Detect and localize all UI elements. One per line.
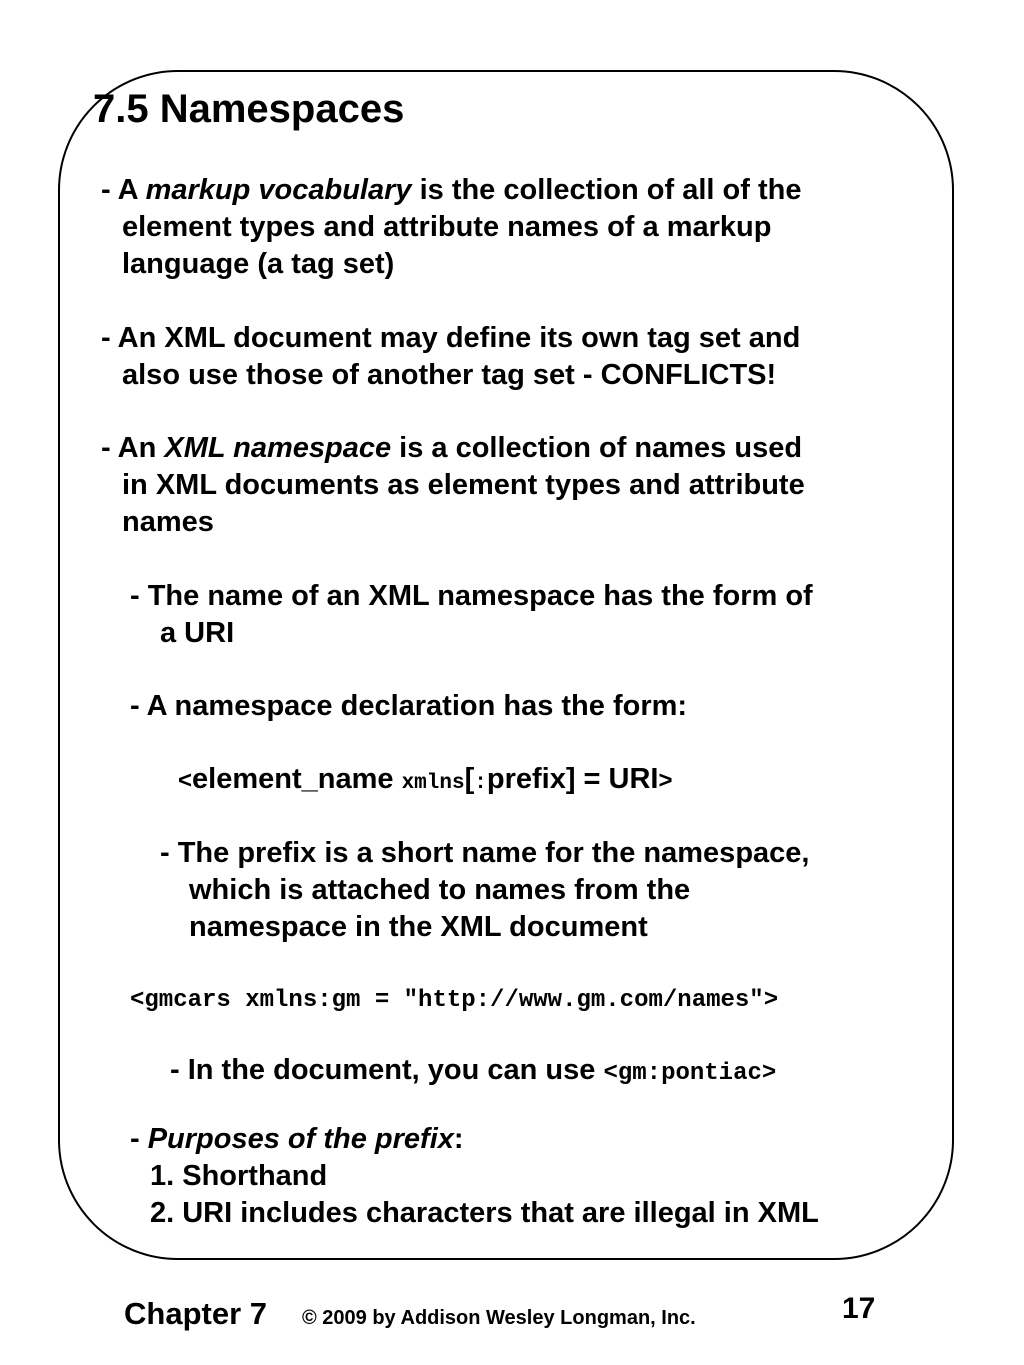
declaration-syntax: <element_name xmlns[:prefix] = URI>: [178, 763, 673, 795]
purpose-item-1: 1. Shorthand: [150, 1160, 328, 1192]
bullet-xml-namespace-line3: names: [122, 506, 214, 538]
bullet-xml-document-line2: also use those of another tag set - CONFLICTS!: [122, 359, 777, 391]
bullet-xml-namespace: - An XML namespace is a collection of names used: [101, 432, 803, 464]
footer-copyright: © 2009 by Addison Wesley Longman, Inc.: [302, 1307, 696, 1329]
subbullet-prefix: - The prefix is a short name for the namespace,: [160, 837, 810, 869]
bullet-markup-vocabulary-line3: language (a tag set): [122, 248, 395, 280]
bullet-xml-document: - An XML document may define its own tag set and: [101, 322, 801, 354]
subbullet-namespace-declaration: - A namespace declaration has the form:: [130, 690, 688, 722]
footer-page-number: 17: [842, 1292, 876, 1325]
bullet-markup-vocabulary: - A markup vocabulary is the collection of all of the: [101, 174, 802, 206]
bullet-markup-vocabulary-line2: element types and attribute names of a markup: [122, 211, 772, 243]
subbullet-usage: - In the document, you can use <gm:pontiac>: [170, 1054, 777, 1087]
subbullet-purposes: - Purposes of the prefix:: [130, 1123, 464, 1155]
subbullet-prefix-line2: which is attached to names from the: [189, 874, 691, 906]
subbullet-namespace-name-line2: a URI: [160, 617, 235, 649]
bullet-xml-namespace-line2: in XML documents as element types and attribute: [122, 469, 805, 501]
subbullet-namespace-name: - The name of an XML namespace has the form of: [130, 580, 813, 612]
example-code: <gmcars xmlns:gm = "http://www.gm.com/names">: [130, 987, 779, 1014]
footer-chapter: Chapter 7: [124, 1296, 267, 1331]
purpose-item-2: 2. URI includes characters that are illegal in XML: [150, 1197, 819, 1229]
slide-title: 7.5 Namespaces: [93, 87, 405, 131]
subbullet-prefix-line3: namespace in the XML document: [189, 911, 648, 943]
